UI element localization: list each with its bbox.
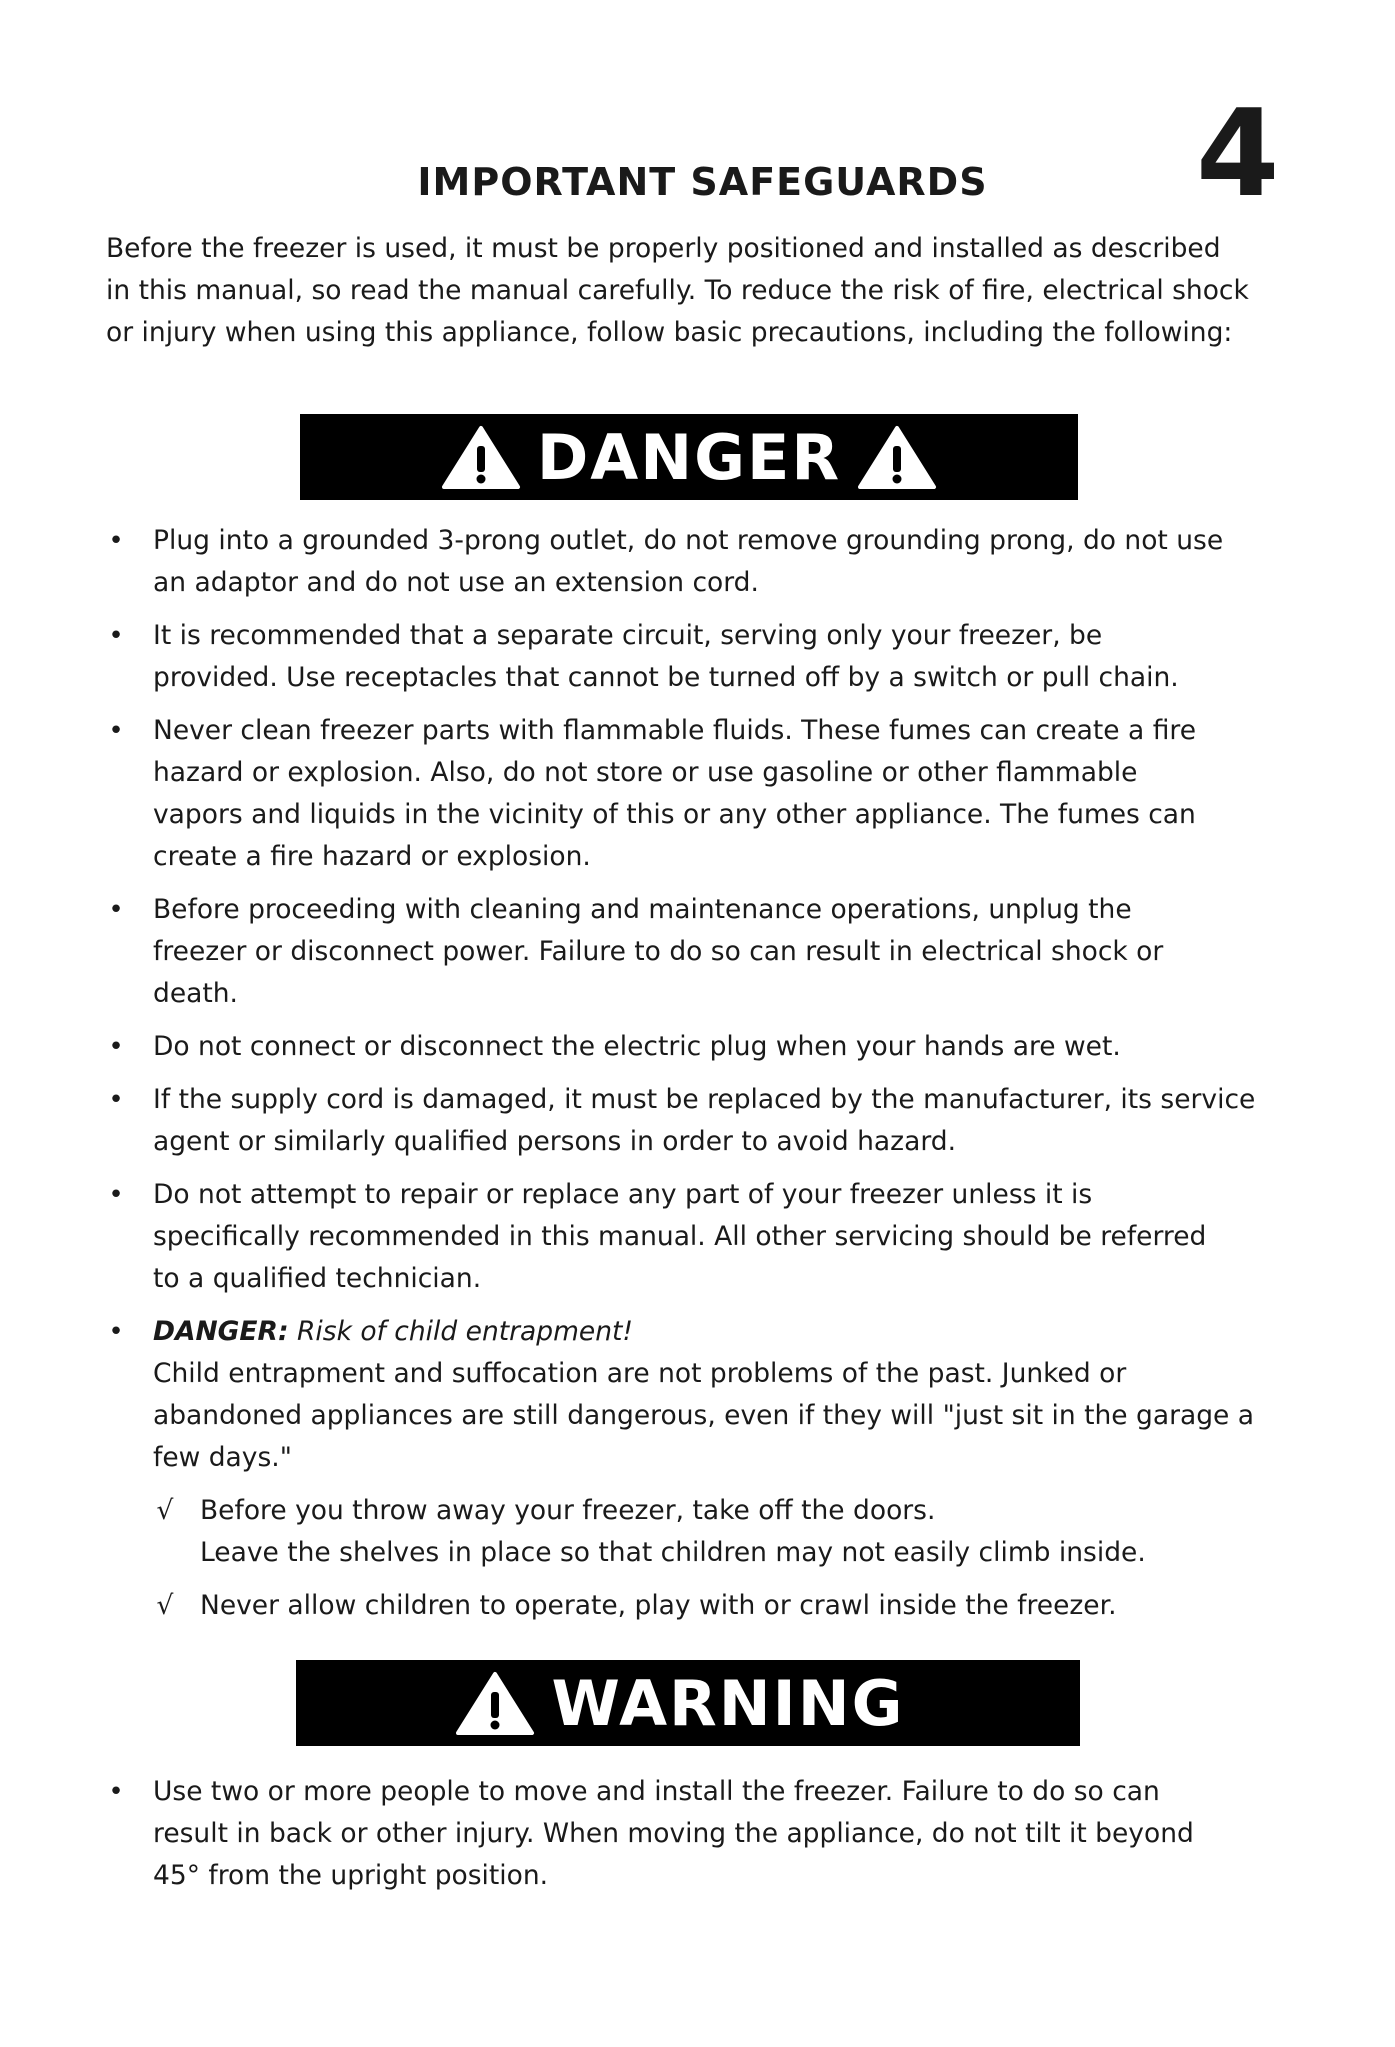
page-number: 4 (1196, 85, 1280, 224)
list-item (106, 1174, 1286, 1300)
list-item (106, 520, 1286, 604)
bullet: • (108, 716, 124, 746)
entrapment-label: DANGER: (153, 1316, 289, 1347)
danger-label: DANGER (536, 420, 842, 494)
entrapment-headline: Risk of child entrapment! (296, 1316, 634, 1347)
item-line: It is recommended that a separate circuit, serving only your freezer, be (153, 620, 1103, 651)
item-line: few days." (153, 1442, 292, 1473)
item-line: Never clean freezer parts with flammable fluids. These fumes can create a fire (153, 715, 1196, 746)
intro-paragraph (106, 228, 1306, 354)
item-line: death. (153, 978, 238, 1009)
entrapment-headline-line (153, 1311, 1286, 1353)
bullet: • (108, 1085, 124, 1115)
item-line: to a qualified technician. (153, 1263, 482, 1294)
item-line: provided. Use receptacles that cannot be turned off by a switch or pull chain. (153, 662, 1179, 693)
intro-line: in this manual, so read the manual carefully. To reduce the risk of fire, electrical shock (106, 275, 1249, 306)
item-line: Do not connect or disconnect the electric plug when your hands are wet. (153, 1031, 1121, 1062)
list-item (106, 1771, 1286, 1897)
bullet: • (108, 621, 124, 651)
bullet: • (108, 1317, 124, 1347)
item-line: If the supply cord is damaged, it must be replaced by the manufacturer, its service (153, 1084, 1256, 1115)
warning-triangle-icon (455, 1670, 535, 1736)
page-title: IMPORTANT SAFEGUARDS (417, 160, 988, 204)
bullet: • (108, 1032, 124, 1062)
warning-list (106, 1771, 1286, 1908)
list-item (106, 1026, 1286, 1068)
item-line: vapors and liquids in the vicinity of this or any other appliance. The fumes can (153, 799, 1196, 830)
sub-item-line: Never allow children to operate, play with or crawl inside the freezer. (200, 1590, 1117, 1621)
warning-triangle-icon (857, 424, 937, 490)
check-mark: √ (156, 1495, 174, 1526)
list-item (106, 710, 1286, 878)
item-line: abandoned appliances are still dangerous, even if they will "just sit in the garage a (153, 1400, 1254, 1431)
check-mark: √ (156, 1590, 174, 1621)
item-line: Before proceeding with cleaning and maintenance operations, unplug the (153, 894, 1132, 925)
warning-banner (296, 1660, 1080, 1746)
bullet: • (108, 1180, 124, 1210)
list-item (106, 1079, 1286, 1163)
bullet: • (108, 526, 124, 556)
item-line: result in back or other injury. When moving the appliance, do not tilt it beyond (153, 1818, 1194, 1849)
item-line: freezer or disconnect power. Failure to do so can result in electrical shock or (153, 936, 1164, 967)
item-line: Use two or more people to move and install the freezer. Failure to do so can (153, 1776, 1160, 1807)
item-line: agent or similarly qualified persons in order to avoid hazard. (153, 1126, 956, 1157)
intro-line: Before the freezer is used, it must be properly positioned and installed as described (106, 233, 1221, 264)
list-item (106, 615, 1286, 699)
item-line: Do not attempt to repair or replace any part of your freezer unless it is (153, 1179, 1093, 1210)
bullet: • (108, 1777, 124, 1807)
sub-item-line: Leave the shelves in place so that children may not easily climb inside. (200, 1537, 1146, 1568)
sub-item-line: Before you throw away your freezer, take off the doors. (200, 1495, 936, 1526)
list-item (106, 889, 1286, 1015)
intro-line: or injury when using this appliance, follow basic precautions, including the following: (106, 317, 1233, 348)
item-line: create a fire hazard or explosion. (153, 841, 591, 872)
warning-triangle-icon (441, 424, 521, 490)
item-line: an adaptor and do not use an extension cord. (153, 567, 759, 598)
item-line: hazard or explosion. Also, do not store or use gasoline or other flammable (153, 757, 1138, 788)
item-line: specifically recommended in this manual. All other servicing should be referred (153, 1221, 1207, 1252)
sub-list-item (153, 1585, 1286, 1627)
bullet: • (108, 895, 124, 925)
entrapment-sub-list (153, 1490, 1286, 1627)
warning-label: WARNING (551, 1666, 905, 1740)
sub-list-item (153, 1490, 1286, 1574)
item-line: Child entrapment and suffocation are not problems of the past. Junked or (153, 1358, 1127, 1389)
item-line: Plug into a grounded 3-prong outlet, do not remove grounding prong, do not use (153, 525, 1224, 556)
item-line: 45° from the upright position. (153, 1860, 549, 1891)
danger-banner (300, 414, 1078, 500)
entrapment-item (106, 1311, 1286, 1627)
danger-list (106, 520, 1286, 1638)
